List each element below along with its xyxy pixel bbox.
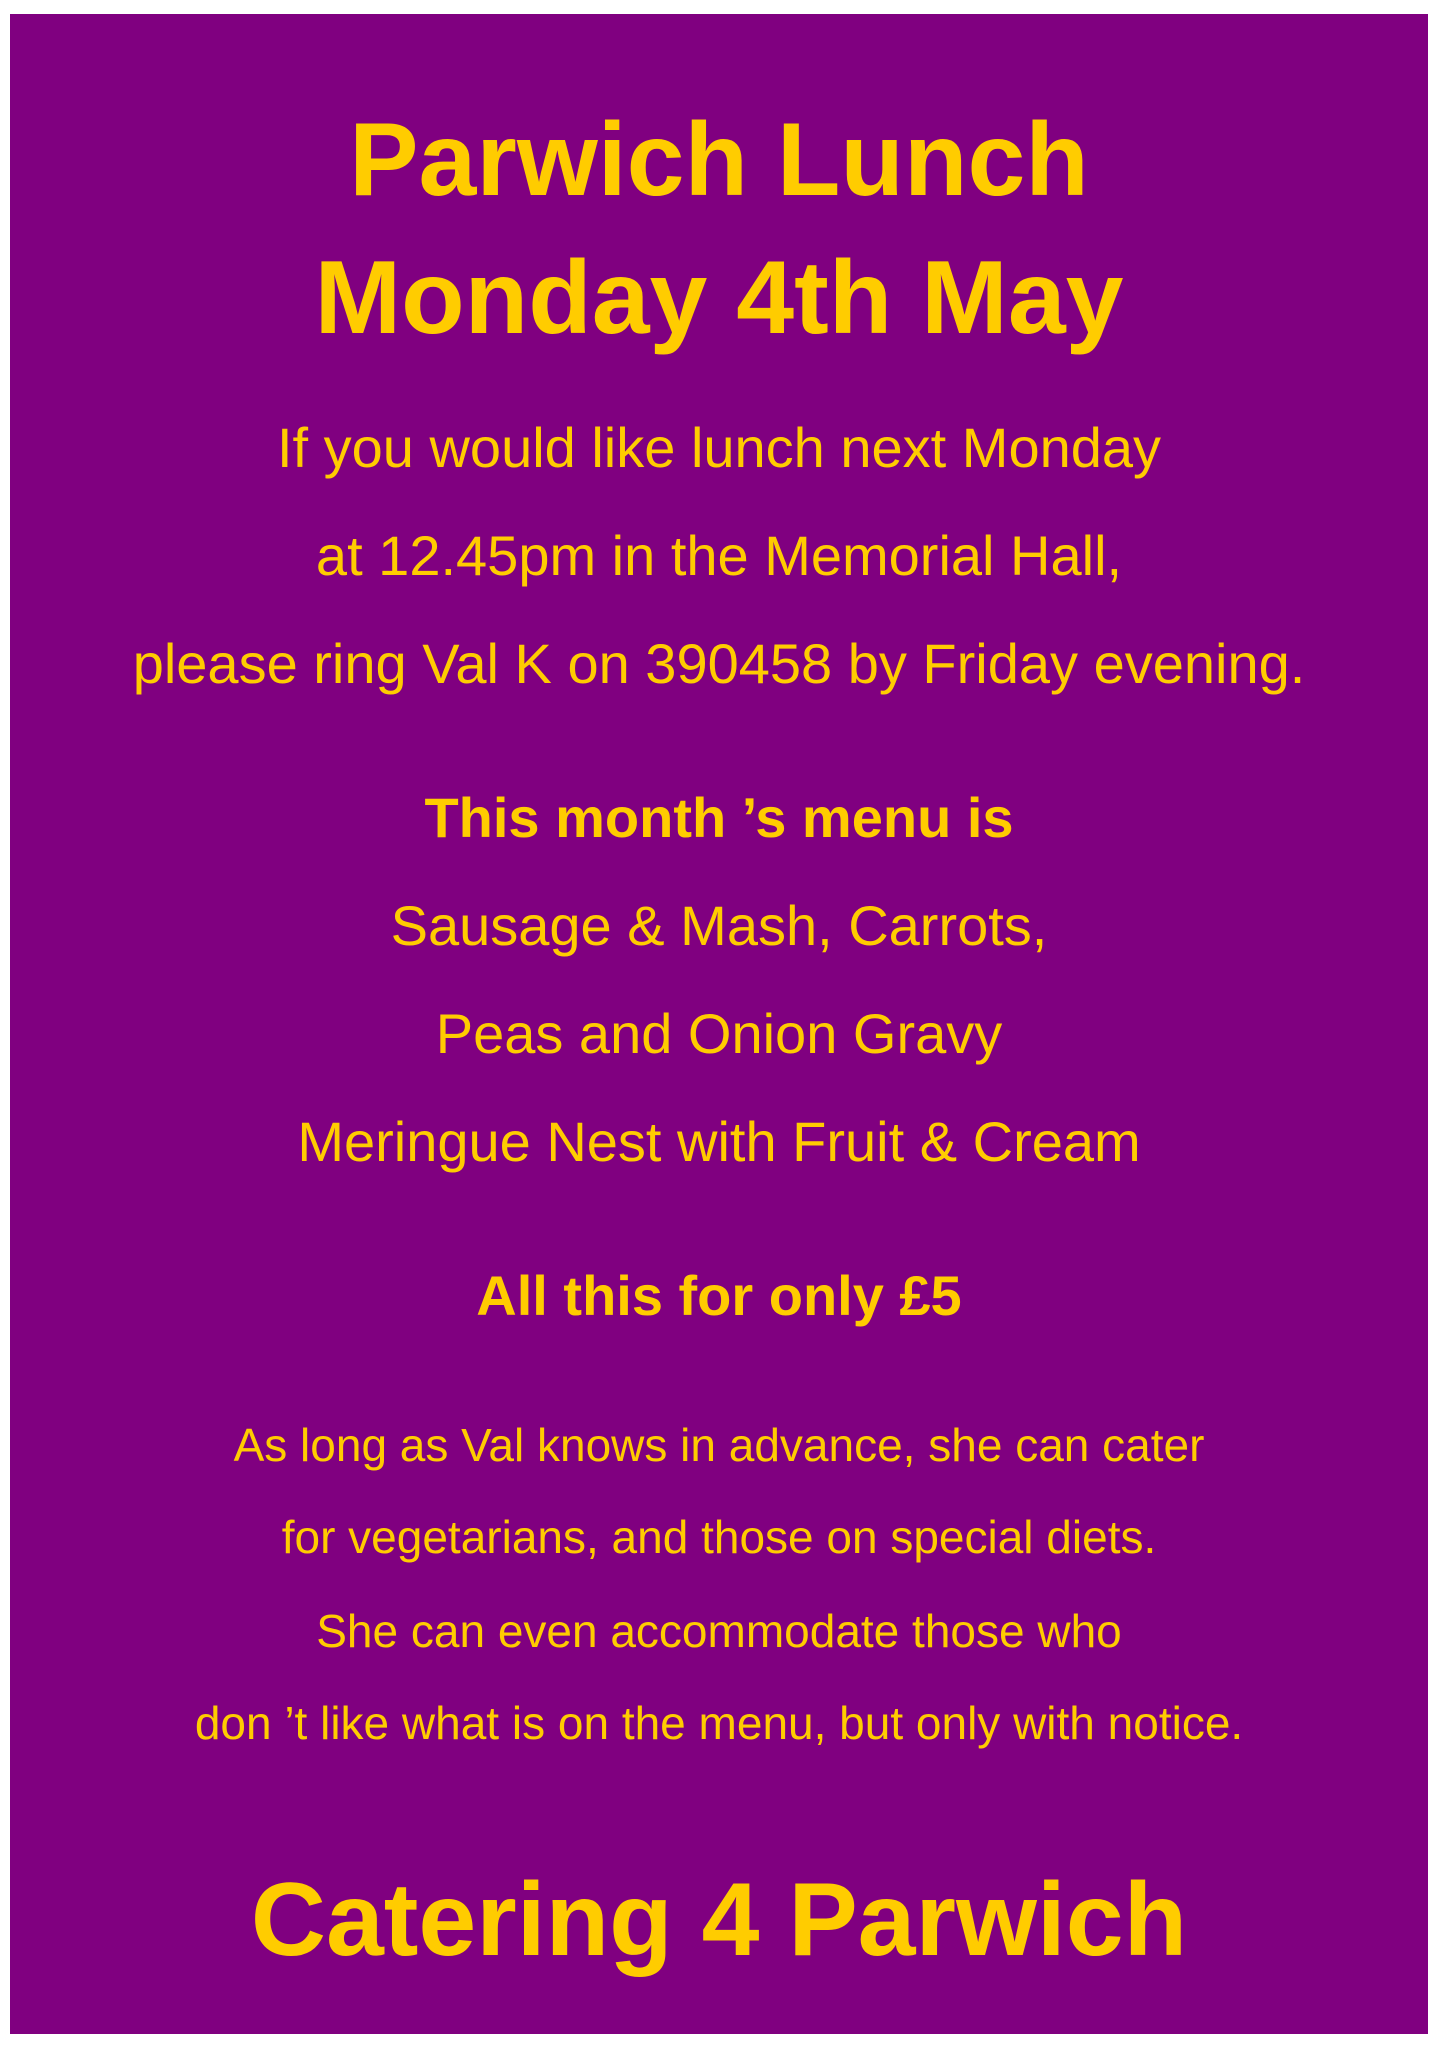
poster-title-line2: Monday 4th May (314, 240, 1124, 356)
intro-line1: If you would like lunch next Monday (276, 416, 1162, 479)
notes-line: for vegetarians, and those on special diets. (281, 1511, 1157, 1563)
notes-line: She can even accommodate those who (316, 1605, 1122, 1657)
poster-footer: Catering 4 Parwich (250, 1862, 1188, 1978)
notes-line: don ’t like what is on the menu, but only with notice. (194, 1697, 1244, 1749)
intro-line2: at 12.45pm in the Memorial Hall, (315, 524, 1123, 587)
notes-line: As long as Val knows in advance, she can cater (233, 1419, 1205, 1471)
poster-title-line1: Parwich Lunch (349, 102, 1089, 218)
menu-heading: This month ’s menu is (424, 786, 1014, 849)
menu-item: Sausage & Mash, Carrots, (390, 894, 1048, 957)
intro-line3: please ring Val K on 390458 by Friday evening. (132, 632, 1306, 695)
lunch-poster (10, 14, 1428, 2034)
menu-item: Peas and Onion Gravy (435, 1002, 1003, 1065)
menu-item: Meringue Nest with Fruit & Cream (297, 1110, 1141, 1173)
price-line: All this for only £5 (476, 1264, 962, 1327)
